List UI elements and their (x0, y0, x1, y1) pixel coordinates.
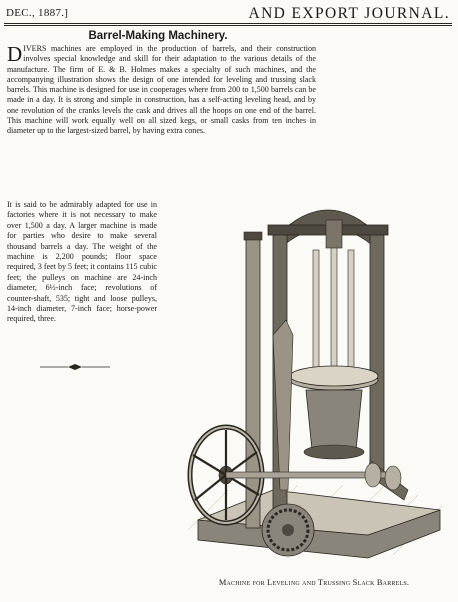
article-paragraph-narrow: It is said to be admirably adapted for use in factories where it is not necessary to make over 1,500 a day. A larger machine is made for parties who desire to make several thousand barrels a day. The weight of the machine is 2,200 pounds; floor space required, 3 feet by 5 feet; it contains 115 cubic feet; the pulleys on machine are 24-inch diameter, 6½-inch face; revolutions of counter-shaft, 535; tight and loose pulleys, 14-inch diameter, 7-inch face; horse-power required, three. (7, 200, 157, 324)
article-paragraph-wide (7, 44, 316, 137)
section-flourish (40, 363, 110, 371)
drop-cap: D (7, 42, 23, 66)
page-header (6, 6, 450, 24)
paragraph-text: IVERS machines are employed in the production of barrels, and their construction involves special knowledge and skill for their adaptation to the various details of the manufacture. The firm of E. & B. Holmes makes a specialty of such machines, and the accompanying illustration shows the design of one intended for leveling and trussing slack barrels. This machine is designed for use in cooperages where from 200 to 1,500 barrels can be made in a day. It is strong and simple in construction, has a self-acting leveling head, and by one revolution of the cranks levels the cask and drives all the hoops on one end of the barrel. This machine will work equally well on all sized kegs, or small casks from ten inches in diameter up to the largest-sized barrel, by having extra cones. (7, 44, 316, 136)
journal-title: AND EXPORT JOURNAL. (248, 5, 450, 22)
article-title: Barrel-Making Machinery. (88, 30, 228, 42)
machine-illustration (168, 190, 450, 570)
header-rule-lower (4, 25, 452, 26)
header-rule (4, 23, 452, 24)
issue-date: DEC., 1887.] (6, 7, 69, 19)
illustration-caption: Machine for Leveling and Trussing Slack Barrels. (218, 578, 410, 587)
